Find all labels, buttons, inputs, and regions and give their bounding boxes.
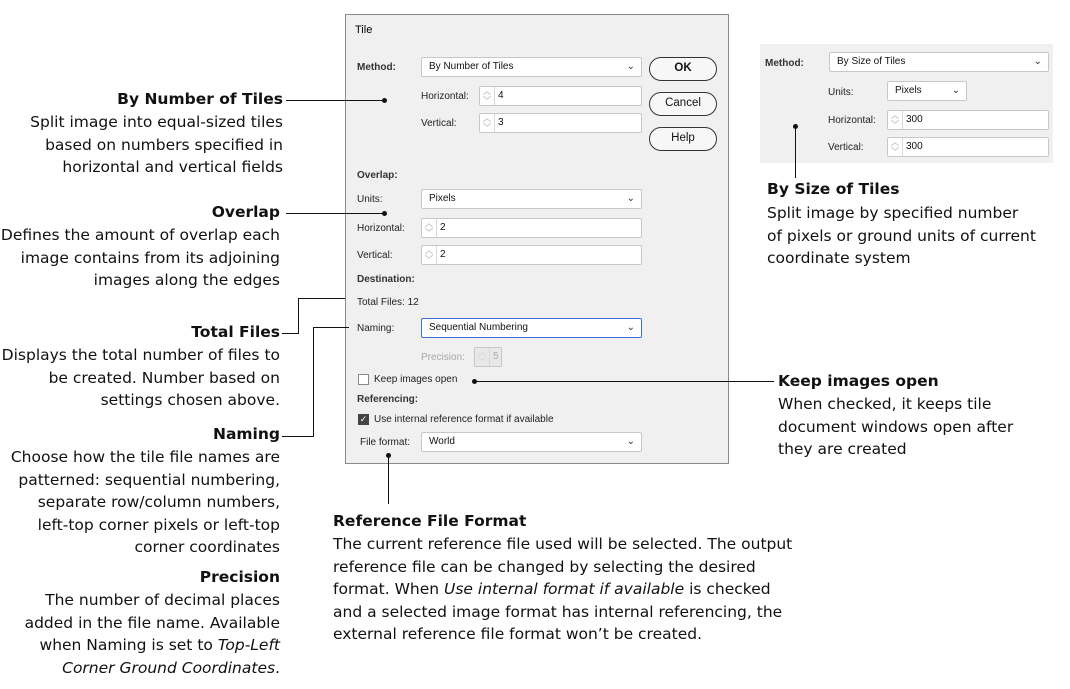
annotation-precision-body: The number of decimal places added in the file name. Available when Naming is set to Top-Left Corner Ground Coordinates.: [24, 591, 280, 677]
annotation-overlap-body: Defines the amount of overlap each image contains from its adjoining images along the edges: [0, 226, 280, 289]
file-format-select-value: World: [429, 436, 455, 447]
leader-dot-overlap: [382, 211, 387, 216]
annotation-overlap-title: Overlap: [211, 203, 280, 221]
annotation-ref-format-title: Reference File Format: [333, 512, 527, 530]
annotation-total-files-body: Displays the total number of files to be created. Number based on settings chosen above.: [1, 346, 280, 409]
total-files-text: Total Files: 12: [357, 297, 419, 308]
side-units-select[interactable]: [887, 81, 967, 101]
overlap-heading: Overlap:: [357, 170, 398, 181]
vertical-label: Vertical:: [421, 118, 457, 129]
horizontal-label: Horizontal:: [421, 91, 469, 102]
chevron-down-icon: ⌄: [951, 85, 960, 96]
side-horizontal-label: Horizontal:: [828, 115, 876, 126]
vertical-tiles-value: 3: [498, 117, 504, 128]
horizontal-tiles-value: 4: [498, 90, 504, 101]
precision-value: 5: [493, 351, 499, 362]
side-vertical-stepper[interactable]: [887, 137, 1049, 157]
leader-line-naming-top: [313, 327, 349, 328]
overlap-vertical-value: 2: [440, 249, 446, 260]
method-label: Method:: [357, 62, 396, 73]
use-internal-format-checkbox[interactable]: ✓: [359, 414, 368, 424]
leader-line-ref-format: [388, 456, 389, 504]
side-vertical-label: Vertical:: [828, 142, 864, 153]
overlap-horizontal-label: Horizontal:: [357, 223, 405, 234]
vertical-tiles-stepper[interactable]: [479, 113, 642, 133]
chevron-down-icon: ⌄: [626, 61, 635, 72]
side-method-value: By Size of Tiles: [837, 56, 906, 67]
side-method-select[interactable]: [829, 52, 1049, 72]
annotation-by-size-body: Split image by specified number of pixels or ground units of current coordinate system: [767, 204, 1036, 267]
naming-label: Naming:: [357, 323, 395, 334]
leader-dot-ref-format: [386, 453, 391, 458]
naming-select-value: Sequential Numbering: [429, 322, 528, 333]
leader-line-keep-open: [476, 381, 774, 382]
leader-line-by-size: [795, 126, 796, 178]
annotation-keep-open-title: Keep images open: [778, 372, 939, 390]
leader-line-by-number: [286, 100, 385, 101]
annotation-by-size-title: By Size of Tiles: [767, 180, 900, 198]
spinner-arrows-icon[interactable]: ︿ ﹀: [888, 138, 903, 156]
referencing-heading: Referencing:: [357, 394, 419, 405]
chevron-down-icon: ⌄: [1033, 56, 1042, 67]
precision-stepper[interactable]: [474, 347, 502, 367]
chevron-down-icon: ⌄: [626, 193, 635, 204]
dialog-title: Tile: [355, 24, 373, 36]
annotation-total-files-title: Total Files: [191, 323, 280, 341]
spinner-arrows-icon[interactable]: ︿ ﹀: [422, 246, 437, 264]
overlap-horizontal-stepper[interactable]: [421, 218, 642, 238]
spinner-arrows-icon[interactable]: ︿ ﹀: [480, 87, 495, 105]
ok-button[interactable]: OK: [649, 57, 717, 81]
side-horizontal-value: 300: [906, 114, 923, 125]
annotation-by-number-title: By Number of Tiles: [117, 90, 283, 108]
units-select-value: Pixels: [429, 193, 456, 204]
leader-dot-by-number: [382, 98, 387, 103]
use-internal-format-label: Use internal reference format if available: [374, 414, 554, 425]
spinner-arrows-icon[interactable]: ︿ ﹀: [480, 114, 495, 132]
leader-dot-by-size: [793, 124, 798, 129]
destination-heading: Destination:: [357, 274, 415, 285]
precision-label: Precision:: [421, 352, 465, 363]
horizontal-tiles-stepper[interactable]: [479, 86, 642, 106]
overlap-vertical-stepper[interactable]: [421, 245, 642, 265]
cancel-button[interactable]: Cancel: [649, 92, 717, 116]
units-select[interactable]: [421, 189, 642, 209]
leader-line-total-files-h: [282, 333, 298, 334]
keep-images-open-checkbox[interactable]: [358, 374, 369, 385]
annotation-naming-title: Naming: [212, 425, 280, 443]
leader-dot-keep-open: [472, 379, 477, 384]
spinner-arrows-icon[interactable]: ︿ ﹀: [888, 111, 903, 129]
naming-select[interactable]: [421, 318, 642, 338]
side-units-value: Pixels: [895, 85, 922, 96]
by-size-panel: [760, 44, 1053, 163]
file-format-label: File format:: [360, 437, 411, 448]
annotation-precision-title: Precision: [199, 568, 280, 586]
overlap-vertical-label: Vertical:: [357, 250, 393, 261]
spinner-arrows-icon: ︿ ﹀: [475, 348, 490, 366]
side-units-label: Units:: [828, 87, 854, 98]
chevron-down-icon: ⌄: [626, 322, 635, 333]
annotation-by-number-body: Split image into equal-sized tiles based on numbers specified in horizontal and vertical fields: [30, 113, 283, 176]
annotation-naming-body: Choose how the tile file names are patterned: sequential numbering, separate row/column numbers, left-top corner pixels or left-top corner coordinates: [10, 448, 280, 556]
leader-line-total-files-top: [298, 298, 345, 299]
help-button[interactable]: Help: [649, 127, 717, 151]
annotation-ref-format-body: The current reference file used will be selected. The output reference file can be changed by selecting the desired format. When Use internal format if available is checked and a selected image format has internal referencing, the external reference file format won’t be created.: [333, 535, 793, 643]
spinner-arrows-icon[interactable]: ︿ ﹀: [422, 219, 437, 237]
leader-line-naming-v: [313, 327, 314, 437]
keep-images-open-label: Keep images open: [374, 374, 458, 385]
leader-line-total-files-v: [298, 298, 299, 334]
file-format-select[interactable]: [421, 432, 642, 452]
leader-line-naming-h: [282, 436, 313, 437]
side-vertical-value: 300: [906, 141, 923, 152]
side-horizontal-stepper[interactable]: [887, 110, 1049, 130]
units-label: Units:: [357, 194, 383, 205]
method-select[interactable]: [421, 57, 642, 77]
annotation-keep-open-body: When checked, it keeps tile document windows open after they are created: [778, 395, 1014, 458]
method-select-value: By Number of Tiles: [429, 61, 514, 72]
leader-line-overlap: [286, 213, 385, 214]
tile-dialog: [345, 14, 729, 464]
chevron-down-icon: ⌄: [626, 436, 635, 447]
overlap-horizontal-value: 2: [440, 222, 446, 233]
side-method-label: Method:: [765, 58, 804, 69]
